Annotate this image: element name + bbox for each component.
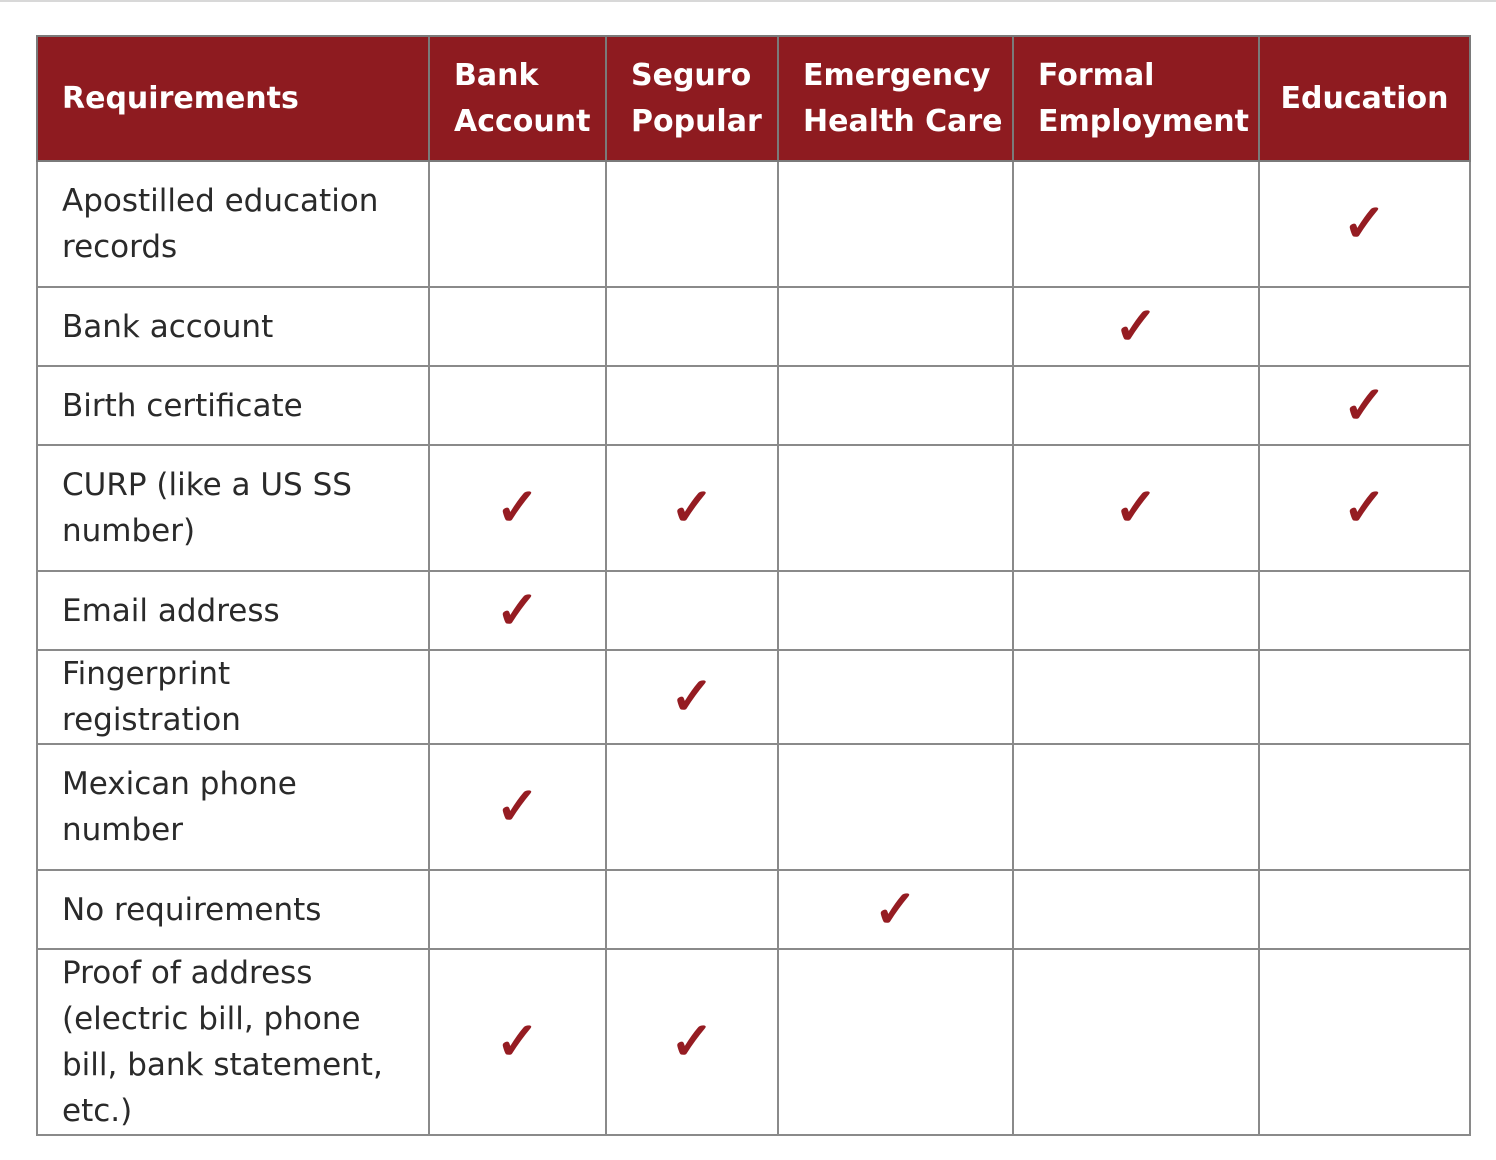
table-cell bbox=[778, 870, 1013, 949]
table-cell bbox=[1259, 445, 1470, 571]
table-cell bbox=[1259, 744, 1470, 870]
table-cell bbox=[606, 287, 778, 366]
table-row bbox=[37, 161, 1470, 287]
table-cell bbox=[1013, 870, 1259, 949]
checkmark-icon: ✓ bbox=[670, 666, 714, 727]
table-cell bbox=[1259, 366, 1470, 445]
requirement-label: Email address bbox=[37, 571, 429, 650]
requirement-label: No requirements bbox=[37, 870, 429, 949]
table-cell bbox=[778, 650, 1013, 744]
checkmark-icon: ✓ bbox=[1342, 193, 1387, 254]
requirement-label: Proof of address (electric bill, phone bill, bank statement, etc.) bbox=[37, 949, 429, 1135]
table-cell bbox=[1259, 287, 1470, 366]
table-row bbox=[37, 949, 1470, 1135]
table-cell bbox=[1013, 650, 1259, 744]
table-cell bbox=[778, 161, 1013, 287]
column-header-requirements: Requirements bbox=[37, 36, 429, 161]
column-header-emergency-health-care: Emergency Health Care bbox=[778, 36, 1013, 161]
table-cell bbox=[429, 366, 606, 445]
requirement-label: Bank account bbox=[37, 287, 429, 366]
table-row bbox=[37, 445, 1470, 571]
checkmark-icon: ✓ bbox=[670, 477, 714, 538]
table-cell bbox=[429, 949, 606, 1135]
table-cell bbox=[429, 571, 606, 650]
table-cell bbox=[1013, 949, 1259, 1135]
requirements-table bbox=[36, 35, 1471, 1136]
requirement-label: Birth certificate bbox=[37, 366, 429, 445]
requirement-label: Apostilled education records bbox=[37, 161, 429, 287]
table-cell bbox=[778, 949, 1013, 1135]
checkmark-icon: ✓ bbox=[495, 776, 540, 837]
table-cell bbox=[429, 445, 606, 571]
table-cell bbox=[606, 650, 778, 744]
table-cell bbox=[778, 287, 1013, 366]
table-cell bbox=[429, 744, 606, 870]
table-cell bbox=[606, 571, 778, 650]
table-cell bbox=[606, 870, 778, 949]
table-cell bbox=[1013, 744, 1259, 870]
column-header-formal-employment: Formal Employment bbox=[1013, 36, 1259, 161]
table-cell bbox=[1013, 366, 1259, 445]
checkmark-icon: ✓ bbox=[873, 878, 918, 940]
table-row bbox=[37, 744, 1470, 870]
table-cell bbox=[606, 445, 778, 571]
table-cell bbox=[606, 949, 778, 1135]
checkmark-icon: ✓ bbox=[1114, 295, 1158, 357]
table-cell bbox=[1259, 161, 1470, 287]
top-divider bbox=[0, 0, 1496, 2]
table-cell bbox=[1013, 571, 1259, 650]
table-cell bbox=[1013, 287, 1259, 366]
table-row bbox=[37, 650, 1470, 744]
table-row bbox=[37, 870, 1470, 949]
table-cell bbox=[1259, 571, 1470, 650]
column-header-bank-account: Bank Account bbox=[429, 36, 606, 161]
table-cell bbox=[1013, 445, 1259, 571]
requirement-label: Mexican phone number bbox=[37, 744, 429, 870]
table-cell bbox=[1259, 870, 1470, 949]
table-cell bbox=[778, 366, 1013, 445]
table-cell bbox=[778, 744, 1013, 870]
table-cell bbox=[1259, 949, 1470, 1135]
table-cell bbox=[778, 445, 1013, 571]
table-body bbox=[37, 161, 1470, 1135]
table-cell bbox=[606, 366, 778, 445]
requirement-label: Fingerprint registration bbox=[37, 650, 429, 744]
header-row bbox=[37, 36, 1470, 161]
table-cell bbox=[429, 650, 606, 744]
checkmark-icon: ✓ bbox=[495, 1011, 540, 1072]
table-cell bbox=[606, 744, 778, 870]
checkmark-icon: ✓ bbox=[495, 477, 540, 538]
table-cell bbox=[429, 287, 606, 366]
checkmark-icon: ✓ bbox=[1114, 477, 1158, 538]
table-cell bbox=[606, 161, 778, 287]
column-header-education: Education bbox=[1259, 36, 1470, 161]
requirement-label: CURP (like a US SS number) bbox=[37, 445, 429, 571]
checkmark-icon: ✓ bbox=[1342, 477, 1387, 538]
table-row bbox=[37, 571, 1470, 650]
checkmark-icon: ✓ bbox=[670, 1011, 714, 1072]
table-cell bbox=[1259, 650, 1470, 744]
column-header-seguro-popular: Seguro Popular bbox=[606, 36, 778, 161]
table-cell bbox=[429, 870, 606, 949]
table-cell bbox=[778, 571, 1013, 650]
table-cell bbox=[429, 161, 606, 287]
table-row bbox=[37, 366, 1470, 445]
table-cell bbox=[1013, 161, 1259, 287]
checkmark-icon: ✓ bbox=[495, 579, 540, 641]
checkmark-icon: ✓ bbox=[1342, 374, 1387, 436]
table-row bbox=[37, 287, 1470, 366]
